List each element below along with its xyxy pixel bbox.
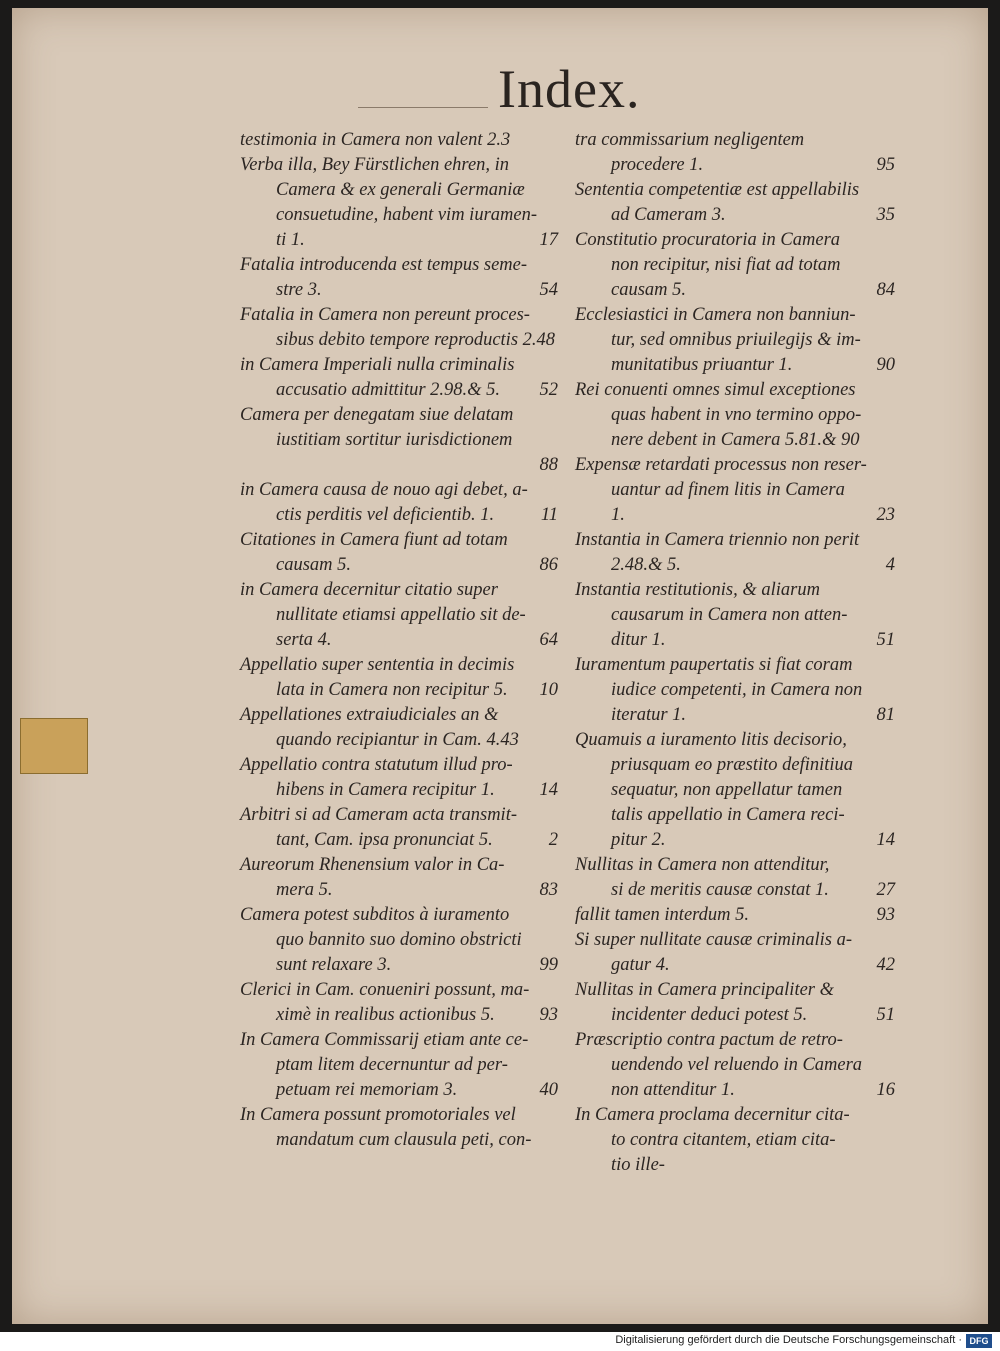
index-entry-line: stre 3. [276,280,322,300]
page-tab-marker [20,718,88,774]
index-entry [575,528,895,578]
index-page-number: 52 [539,380,558,400]
index-entry-line: In Camera Commissarij etiam ante ce- [240,1030,529,1050]
index-entry [240,903,558,978]
index-entry-line: in Camera decernitur citatio super [240,580,498,600]
index-page-number: 83 [539,880,558,900]
index-entry [240,353,558,403]
index-entry-line: Constitutio procuratoria in Camera [575,230,841,250]
index-entry-line: uendendo vel reluendo in Camera [611,1055,863,1075]
index-entry [240,153,558,253]
index-entry-line: In Camera proclama decernitur cita- [575,1105,850,1125]
index-entry-line: ximè in realibus actionibus 5. [276,1005,495,1025]
index-entry [240,478,558,528]
index-page-number: 23 [876,505,895,525]
index-entry-line: tra commissarium negligentem [575,130,805,150]
index-entry-line: In Camera possunt promotoriales vel [240,1105,516,1125]
index-entry-line: tio ille- [611,1155,665,1175]
index-page-number: 16 [876,1080,895,1100]
index-entry [575,453,895,528]
index-entry [240,253,558,303]
index-entry [575,653,895,728]
index-entry [240,653,558,703]
index-entry-line: procedere 1. [611,155,704,175]
index-entry-line: in Camera causa de nouo agi debet, a- [240,480,528,500]
index-entry-line: in Camera Imperiali nulla criminalis [240,355,515,375]
index-entry-line: munitatibus priuantur 1. [611,355,793,375]
dfg-logo-icon: DFG [966,1334,992,1348]
index-entry-line: hibens in Camera recipitur 1. [276,780,495,800]
index-entry-line: consuetudine, habent vim iuramen- [276,205,537,225]
index-entry [575,928,895,978]
index-entry [240,578,558,653]
index-entry-line: non attenditur 1. [611,1080,735,1100]
index-entry-line: tur, sed omnibus priuilegijs & im- [611,330,861,350]
index-entry-line: accusatio admittitur 2.98.& 5. [276,380,501,400]
index-entry-line: Appellatio super sententia in decimis [240,655,515,675]
index-entry [575,228,895,303]
index-page-number: 10 [539,680,558,700]
index-entry-line: Fatalia in Camera non pereunt proces- [240,305,530,325]
index-entry-line: Expensæ retardati processus non reser- [575,455,867,475]
index-page-number: 42 [876,955,895,975]
index-entry-line: Rei conuenti omnes simul exceptiones [575,380,856,400]
index-entry-line: Instantia in Camera triennio non perit [575,530,860,550]
index-entry [240,1028,558,1103]
index-entry [575,853,895,903]
index-page-number: 88 [539,455,558,475]
index-page-number: 64 [539,630,558,650]
index-entry [240,978,558,1028]
index-entry-line: ctis perditis vel deficientib. 1. [276,505,495,525]
index-entry [575,178,895,228]
index-page-number: 2 [548,830,558,850]
index-entry [575,903,895,928]
index-entry-line: quando recipiantur in Cam. 4.43 [276,730,519,750]
index-page-number: 54 [539,280,558,300]
index-entry [240,303,558,353]
index-entry-line: Si super nullitate causæ criminalis a- [575,930,852,950]
index-entry-line: to contra citantem, etiam cita- [611,1130,836,1150]
index-page-number: 4 [885,555,895,575]
index-entry-line: serta 4. [276,630,332,650]
title-rule [358,107,488,108]
index-page-number: 51 [876,1005,895,1025]
index-entry-line: causarum in Camera non atten- [611,605,848,625]
index-page-number: 95 [876,155,895,175]
footer-credit: Digitalisierung gefördert durch die Deutsche Forschungsgemeinschaft · [615,1334,962,1346]
index-page-number: 17 [539,230,558,250]
index-entry-line: quo bannito suo domino obstricti [276,930,522,950]
index-entry-line: pitur 2. [611,830,666,850]
index-page-number: 84 [876,280,895,300]
index-entry-line: Citationes in Camera fiunt ad totam [240,530,508,550]
index-entry [575,978,895,1028]
index-entry-line: Appellationes extraiudiciales an & [240,705,499,725]
index-entry-line: iudice competenti, in Camera non [611,680,863,700]
index-entry-line: ad Cameram 3. [611,205,726,225]
index-entry-line: incidenter deduci potest 5. [611,1005,808,1025]
index-entry-line: Camera potest subditos à iuramento [240,905,510,925]
index-entry [575,378,895,453]
index-page-number: 14 [539,780,558,800]
index-entry [575,128,895,178]
index-page-number: 86 [539,555,558,575]
index-column-left [240,128,558,1153]
index-entry-line: lata in Camera non recipitur 5. [276,680,508,700]
index-entry [240,403,558,478]
index-entry-line: Clerici in Cam. conueniri possunt, ma- [240,980,530,1000]
index-entry [240,528,558,578]
index-entry-line: Aureorum Rhenensium valor in Ca- [240,855,505,875]
index-entry-line: Arbitri si ad Cameram acta transmit- [240,805,517,825]
index-entry-line: Præscriptio contra pactum de retro- [575,1030,843,1050]
index-entry-line: causam 5. [276,555,352,575]
index-page-number: 90 [876,355,895,375]
index-entry-line: Fatalia introducenda est tempus seme- [240,255,528,275]
index-entry [575,1103,895,1178]
index-entry-line: non recipitur, nisi fiat ad totam [611,255,841,275]
index-entry [240,803,558,853]
index-entry-line: Nullitas in Camera principaliter & [575,980,835,1000]
index-entry-line: ti 1. [276,230,305,250]
index-entry-line: uantur ad finem litis in Camera [611,480,845,500]
index-entry [240,703,558,753]
index-entry [240,753,558,803]
index-entry-line: fallit tamen interdum 5. [575,905,750,925]
index-entry [575,728,895,853]
index-entry-line: Ecclesiastici in Camera non banniun- [575,305,856,325]
index-page-number: 35 [876,205,895,225]
index-entry-line: priusquam eo præstito definitiua [611,755,854,775]
index-entry-line: Nullitas in Camera non attenditur, [575,855,830,875]
index-entry-line: Sententia competentiæ est appellabilis [575,180,860,200]
index-entry-line: gatur 4. [611,955,670,975]
index-entry-line: mera 5. [276,880,333,900]
index-page-number: 93 [876,905,895,925]
index-entry-line: causam 5. [611,280,687,300]
index-page-number: 99 [539,955,558,975]
index-page-number: 27 [876,880,895,900]
index-entry-line: talis appellatio in Camera reci- [611,805,845,825]
index-entry-line: iteratur 1. [611,705,687,725]
index-column-right [575,128,895,1178]
index-entry-line: si de meritis causæ constat 1. [611,880,829,900]
index-entry-line: iustitiam sortitur iurisdictionem [276,430,513,450]
index-entry [575,303,895,378]
index-entry-line: ditur 1. [611,630,666,650]
index-entry-line: 1. [611,505,625,525]
page-title: Index. [498,59,641,119]
index-entry-line: nere debent in Camera 5.81.& 90 [611,430,860,450]
index-entry-line: Quamuis a iuramento litis decisorio, [575,730,847,750]
index-page-number: 40 [539,1080,558,1100]
index-page-number: 81 [876,705,895,725]
index-entry-line: tant, Cam. ipsa pronunciat 5. [276,830,493,850]
index-entry-line [240,453,558,478]
index-page-number: 14 [876,830,895,850]
index-entry [575,1028,895,1103]
index-entry-line: Instantia restitutionis, & aliarum [575,580,820,600]
index-page-number: 11 [540,505,558,525]
index-entry-line: ptam litem decernuntur ad per- [276,1055,508,1075]
index-entry-line: quas habent in vno termino oppo- [611,405,862,425]
index-entry-line: sunt relaxare 3. [276,955,392,975]
index-entry-line: petuam rei memoriam 3. [276,1080,458,1100]
index-entry-line: 2.48.& 5. [611,555,681,575]
index-entry-line: Iuramentum paupertatis si fiat coram [575,655,853,675]
index-entry-line: Camera per denegatam siue delatam [240,405,514,425]
index-entry-line: mandatum cum clausula peti, con- [276,1130,532,1150]
index-entry-line: nullitate etiamsi appellatio sit de- [276,605,526,625]
index-entry [240,1103,558,1153]
index-entry-line: Verba illa, Bey Fürstlichen ehren, in [240,155,510,175]
index-entry-line: sequatur, non appellatur tamen [611,780,843,800]
index-entry-line: Camera & ex generali Germaniæ [276,180,525,200]
index-entry [575,578,895,653]
index-page-number: 51 [876,630,895,650]
index-entry-line: sibus debito tempore reproductis 2.48 [276,330,556,350]
index-entry-line: Appellatio contra statutum illud pro- [240,755,513,775]
index-entry [240,128,558,153]
index-entry [240,853,558,903]
index-entry-line: testimonia in Camera non valent 2.3 [240,130,511,150]
index-page-number: 93 [539,1005,558,1025]
digitization-footer [0,1332,1000,1351]
